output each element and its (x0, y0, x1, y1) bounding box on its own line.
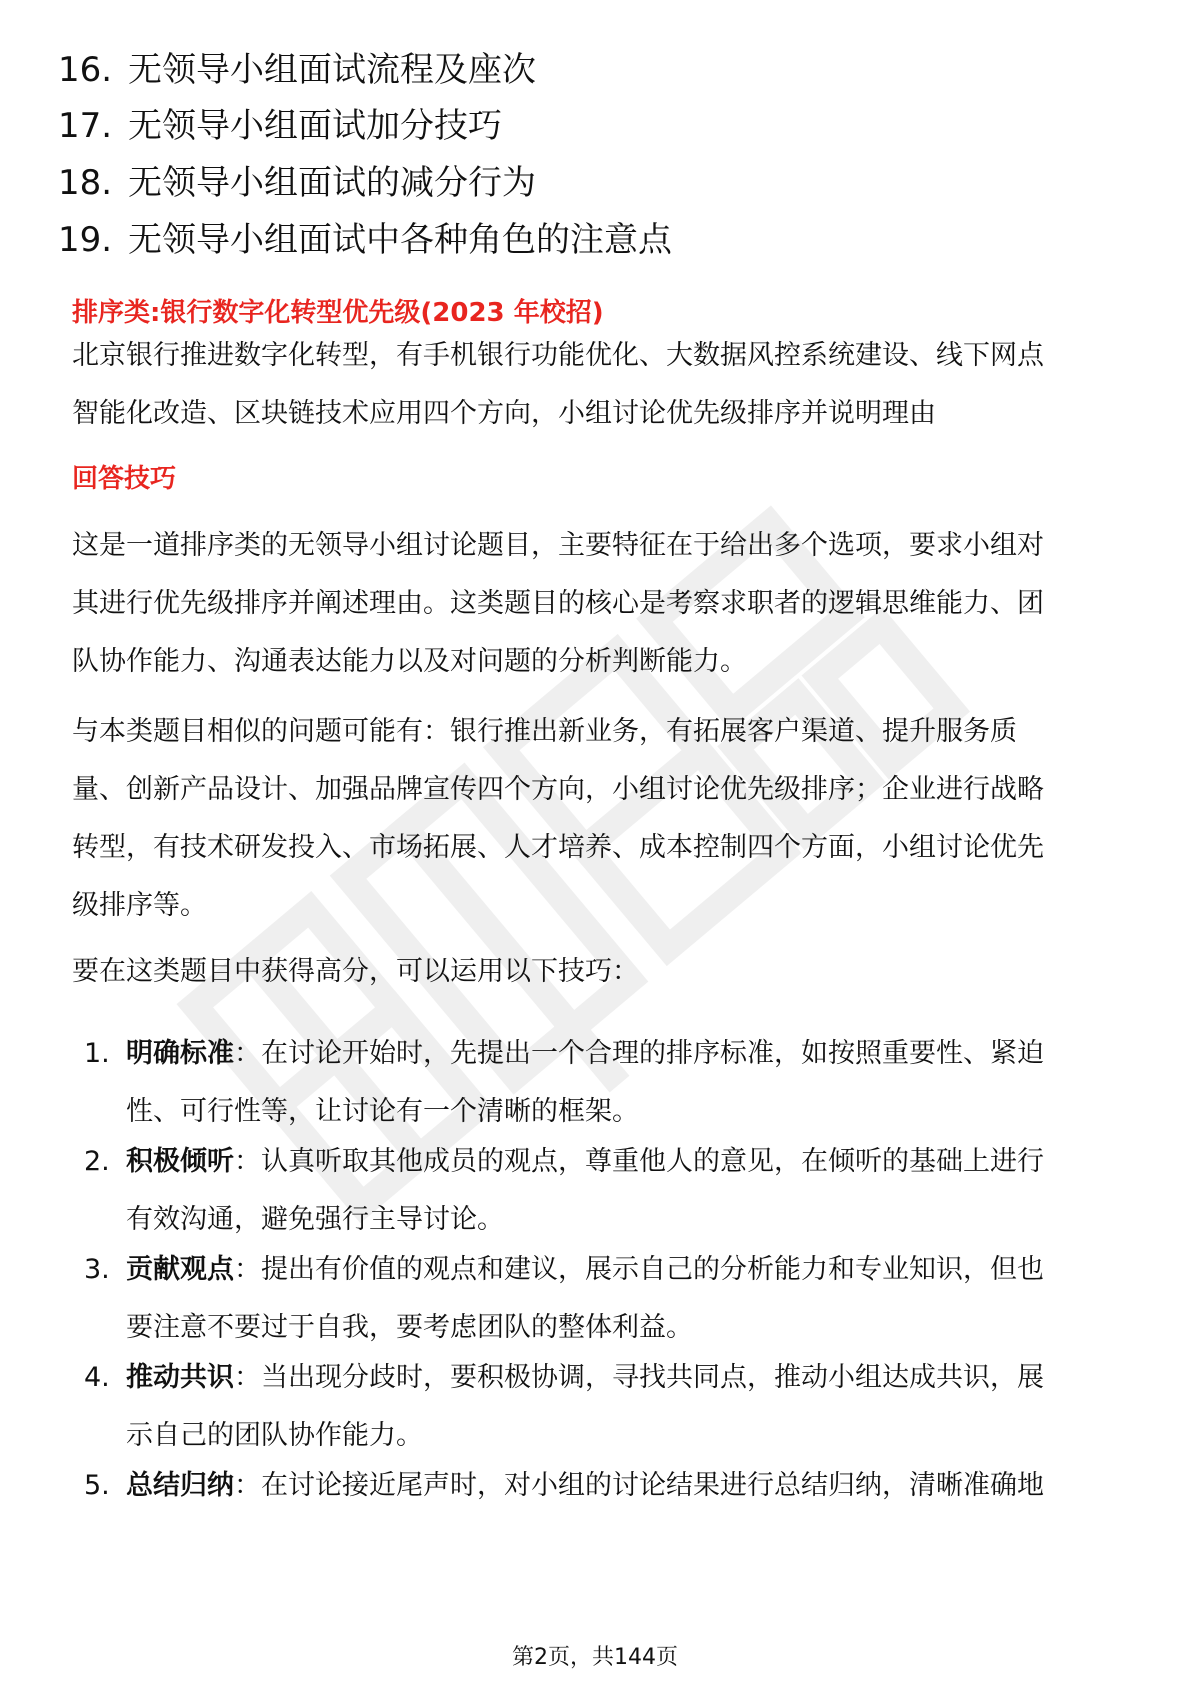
question-body (72, 327, 1127, 443)
toc-title: 无领导小组面试流程及座次 (128, 50, 536, 90)
paragraph-line: 其进行优先级排序并阐述理由。这类题目的核心是考察求职者的逻辑思维能力、团 (72, 588, 1044, 619)
tip-text: ：当出现分歧时，要积极协调，寻找共同点，推动小组达成共识，展 (234, 1362, 1044, 1393)
paragraph-line: 与本类题目相似的问题可能有：银行推出新业务，有拓展客户渠道、提升服务质 (72, 716, 1017, 747)
answer-paragraph-2 (72, 703, 1127, 935)
toc-title: 无领导小组面试中各种角色的注意点 (128, 220, 672, 260)
paragraph-line: 这是一道排序类的无领导小组讨论题目，主要特征在于给出多个选项，要求小组对 (72, 530, 1044, 561)
toc-item-19[interactable] (58, 218, 672, 262)
tip-text: 示自己的团队协作能力。 (126, 1420, 423, 1451)
paragraph-line: 转型，有技术研发投入、市场拓展、人才培养、成本控制四个方面，小组讨论优先 (72, 832, 1044, 863)
answer-heading: 回答技巧 (72, 464, 177, 494)
paragraph-line: 级排序等。 (72, 890, 207, 921)
tip-term: 推动共识 (126, 1362, 234, 1393)
toc-number: 18. (58, 163, 113, 203)
tip-item-4 (84, 1349, 1134, 1465)
tip-number: 2. (84, 1146, 110, 1177)
tip-term: 贡献观点 (126, 1254, 234, 1285)
tip-number: 4. (84, 1362, 110, 1393)
question-line: 北京银行推进数字化转型，有手机银行功能优化、大数据风控系统建设、线下网点 (72, 340, 1044, 371)
tip-text: 有效沟通，避免强行主导讨论。 (126, 1204, 504, 1235)
toc-item-17[interactable] (58, 104, 502, 148)
page-number: 第2页，共144页 (512, 1645, 678, 1670)
tip-number: 3. (84, 1254, 110, 1285)
toc-item-16[interactable] (58, 48, 536, 92)
tip-item-1 (84, 1025, 1134, 1141)
tip-text: ：提出有价值的观点和建议，展示自己的分析能力和专业知识，但也 (234, 1254, 1044, 1285)
toc-title: 无领导小组面试加分技巧 (128, 106, 502, 146)
tip-text: ：在讨论开始时，先提出一个合理的排序标准，如按照重要性、紧迫 (234, 1038, 1044, 1069)
tip-item-2 (84, 1133, 1134, 1249)
tip-item-3 (84, 1241, 1134, 1357)
toc-number: 16. (58, 50, 113, 90)
toc-item-18[interactable] (58, 161, 536, 205)
tip-term: 明确标准 (126, 1038, 234, 1069)
question-heading: 排序类:银行数字化转型优先级(2023 年校招) (72, 298, 604, 328)
tip-text: ：认真听取其他成员的观点，尊重他人的意见，在倾听的基础上进行 (234, 1146, 1044, 1177)
tip-number: 5. (84, 1470, 110, 1501)
tip-item-5 (84, 1457, 1134, 1515)
paragraph-line: 队协作能力、沟通表达能力以及对问题的分析判断能力。 (72, 646, 747, 677)
answer-paragraph-3 (72, 943, 1127, 1001)
tip-text: 要注意不要过于自我，要考虑团队的整体利益。 (126, 1312, 693, 1343)
answer-paragraph-1 (72, 517, 1127, 691)
tip-term: 积极倾听 (126, 1146, 234, 1177)
tip-text: 性、可行性等，让讨论有一个清晰的框架。 (126, 1096, 639, 1127)
tip-text: ：在讨论接近尾声时，对小组的讨论结果进行总结归纳，清晰准确地 (234, 1470, 1044, 1501)
toc-number: 17. (58, 106, 113, 146)
toc-number: 19. (58, 220, 113, 260)
paragraph-line: 量、创新产品设计、加强品牌宣传四个方向，小组讨论优先级排序；企业进行战略 (72, 774, 1044, 805)
question-line: 智能化改造、区块链技术应用四个方向，小组讨论优先级排序并说明理由 (72, 398, 936, 429)
toc-title: 无领导小组面试的减分行为 (128, 163, 536, 203)
tip-term: 总结归纳 (126, 1470, 234, 1501)
tip-number: 1. (84, 1038, 110, 1069)
paragraph-line: 要在这类题目中获得高分，可以运用以下技巧： (72, 956, 639, 987)
